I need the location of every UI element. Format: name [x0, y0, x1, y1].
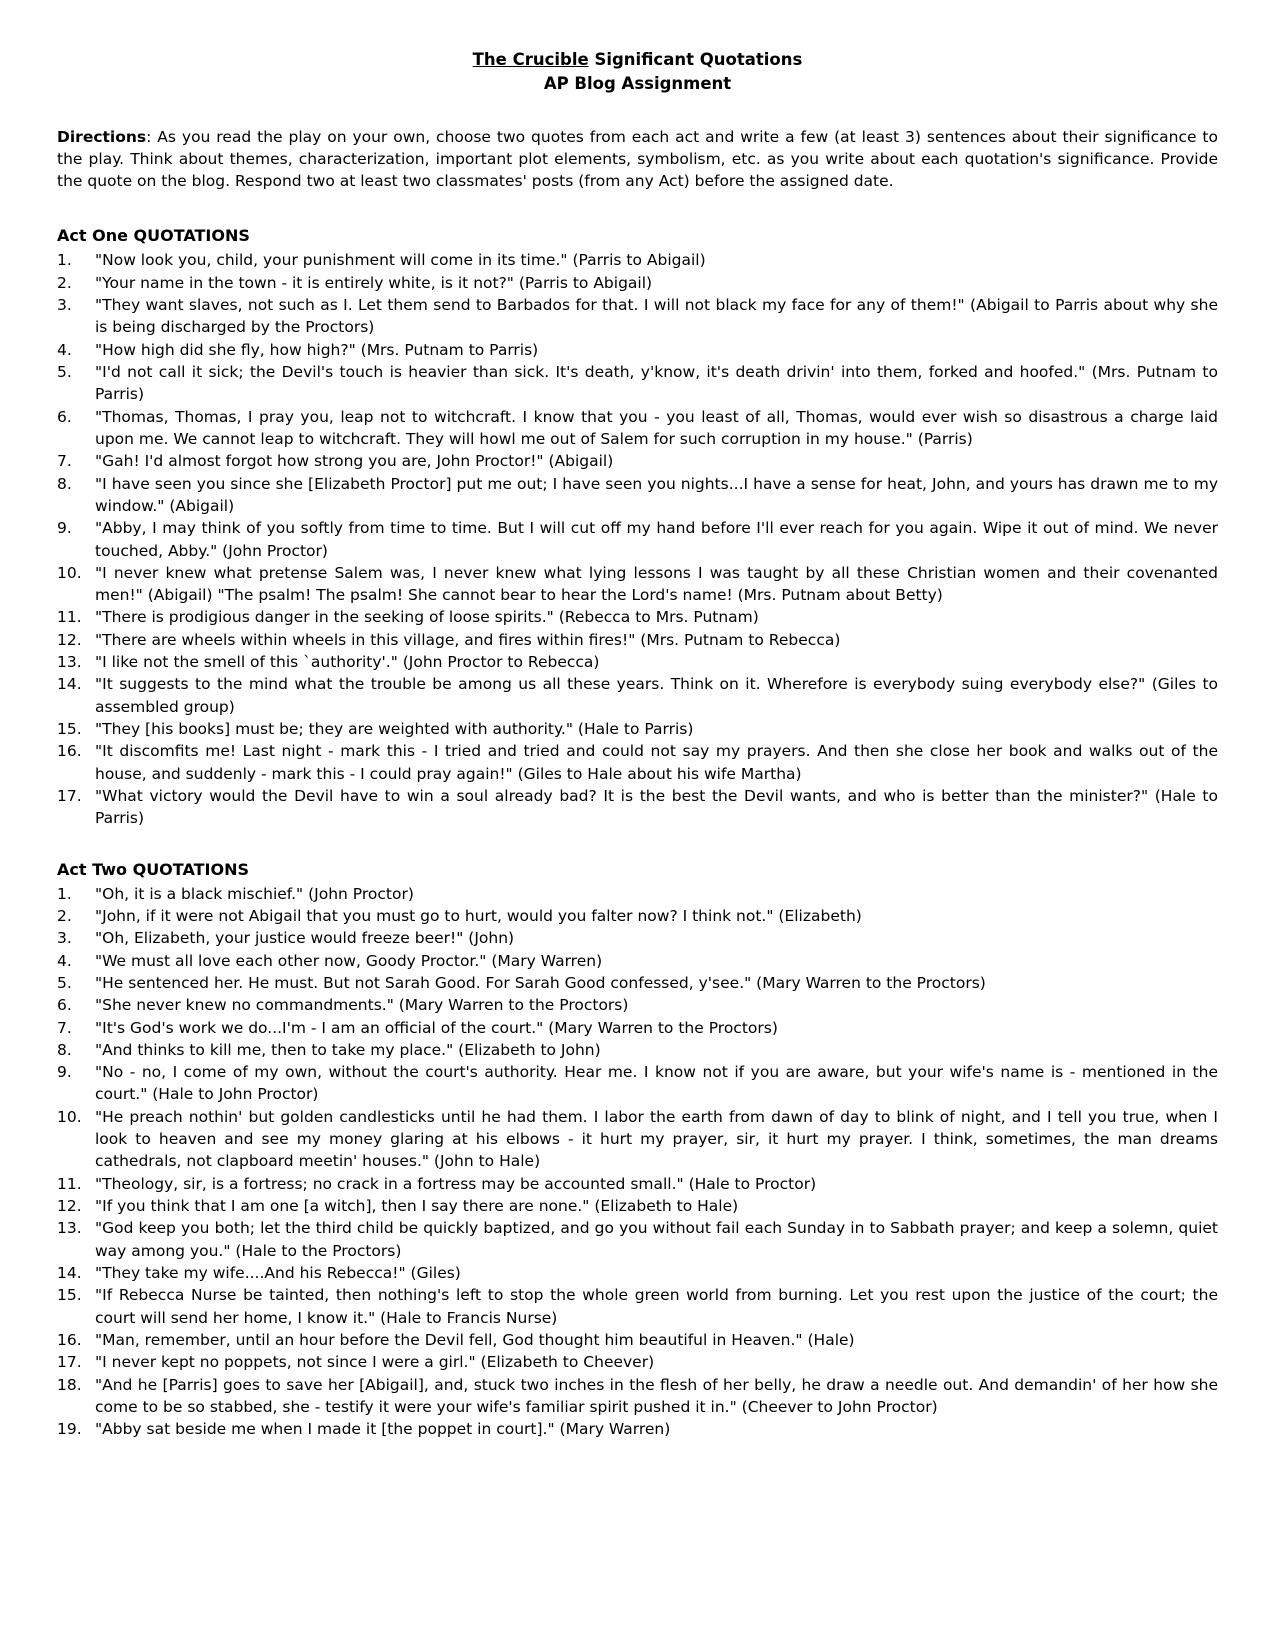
quotation-text: "She never knew no commandments." (Mary Warren to the Proctors) — [95, 996, 629, 1015]
quotation-list-item — [57, 606, 1218, 628]
quotation-number: 1. — [57, 251, 72, 270]
act-one-heading: Act One QUOTATIONS — [57, 226, 250, 246]
act-two-heading: Act Two QUOTATIONS — [57, 859, 249, 879]
quotation-list-item — [57, 1351, 1218, 1373]
quotation-list-item — [57, 1418, 1218, 1440]
directions-text: : As you read the play on your own, choose two quotes from each act and write a few (at least 3) sentences about their significance to the play. Think about themes, characterization, important plot elements, symbolism, etc. as you write about each quotation's significance. Provide the quote on the blog. Respond two at least two classmates' posts (from any Act) before the assigned date. — [57, 127, 1218, 191]
quotation-number: 2. — [57, 273, 72, 292]
quotation-number: 4. — [57, 951, 72, 970]
quotation-number: 15. — [57, 1286, 82, 1305]
quotation-number: 8. — [57, 1040, 72, 1059]
page-title — [57, 48, 1218, 72]
quotation-text: "And thinks to kill me, then to take my place." (Elizabeth to John) — [95, 1040, 601, 1059]
quotation-number: 16. — [57, 742, 82, 761]
quotation-text: "I like not the smell of this `authority'." (John Proctor to Rebecca) — [95, 653, 600, 672]
quotation-text: "They want slaves, not such as I. Let them send to Barbados for that. I will not black my face for any of them!" (Abigail to Parris about why she is being discharged by the Proctors) — [95, 296, 1218, 337]
quotation-number: 2. — [57, 906, 72, 925]
document-page — [57, 48, 1218, 1440]
page-title-rest: Significant Quotations — [588, 50, 803, 69]
quotation-list-item — [57, 927, 1218, 949]
quotation-text: "There are wheels within wheels in this village, and fires within fires!" (Mrs. Putnam to Rebecca) — [95, 630, 841, 649]
quotation-text: "I never kept no poppets, not since I were a girl." (Elizabeth to Cheever) — [95, 1353, 655, 1372]
quotation-number: 12. — [57, 1197, 82, 1215]
quotation-number: 9. — [57, 519, 72, 538]
quotation-text: "Gah! I'd almost forgot how strong you are, John Proctor!" (Abigail) — [95, 452, 614, 471]
quotation-text: "We must all love each other now, Goody Proctor." (Mary Warren) — [95, 951, 603, 970]
directions-label: Directions — [57, 127, 147, 146]
quotation-list-item — [57, 1262, 1218, 1284]
quotation-text: "Theology, sir, is a fortress; no crack in a fortress may be accounted small." (Hale to Proctor) — [95, 1174, 817, 1193]
quotation-number: 6. — [57, 407, 72, 426]
page-title-book-name: The Crucible — [472, 50, 589, 69]
quotation-number: 19. — [57, 1420, 82, 1439]
quotation-list-item — [57, 629, 1218, 651]
directions-paragraph — [57, 126, 1218, 193]
quotation-number: 13. — [57, 653, 82, 672]
quotation-number: 6. — [57, 996, 72, 1015]
quotation-list-item — [57, 517, 1218, 562]
quotation-number: 17. — [57, 786, 82, 805]
quotation-number: 11. — [57, 1174, 82, 1193]
quotation-list-item — [57, 339, 1218, 361]
quotation-text: "There is prodigious danger in the seeking of loose spirits." (Rebecca to Mrs. Putnam) — [95, 608, 759, 627]
quotation-text: "Abby, I may think of you softly from time to time. But I will cut off my hand before I'll ever reach for you again. Wipe it out of mind. We never touched, Abby." (John Proctor) — [95, 519, 1218, 560]
quotation-number: 11. — [57, 608, 82, 627]
quotation-number: 17. — [57, 1353, 82, 1372]
quotation-text: "Abby sat beside me when I made it [the poppet in court]." (Mary Warren) — [95, 1420, 671, 1439]
quotation-text: "Oh, Elizabeth, your justice would freeze beer!" (John) — [95, 929, 515, 948]
quotation-text: "If Rebecca Nurse be tainted, then nothing's left to stop the whole green world from burning. Let you rest upon the justice of the court; the court will send her home, I know it." (Hale to Francis Nurse) — [95, 1286, 1218, 1327]
quotation-list-item — [57, 673, 1218, 718]
quotation-list-item — [57, 950, 1218, 972]
quotation-number: 14. — [57, 675, 82, 694]
page-subtitle: AP Blog Assignment — [543, 73, 732, 93]
quotation-text: "They take my wife....And his Rebecca!" (Giles) — [95, 1263, 461, 1282]
quotation-number: 10. — [57, 1107, 82, 1126]
quotation-number: 10. — [57, 563, 82, 582]
quotation-number: 3. — [57, 296, 72, 315]
quotation-text: "Now look you, child, your punishment will come in its time." (Parris to Abigail) — [95, 251, 706, 270]
quotation-number: 14. — [57, 1263, 82, 1282]
quotation-list-item — [57, 1106, 1218, 1173]
quotation-text: "It discomfits me! Last night - mark this - I tried and tried and could not say my prayers. And then she close her book and walks out of the house, and suddenly - mark this - I could pray again!" (Giles to Hale about his wife Martha) — [95, 742, 1218, 783]
quotation-list-item — [57, 718, 1218, 740]
quotation-number: 3. — [57, 929, 72, 948]
quotation-text: "Your name in the town - it is entirely white, is it not?" (Parris to Abigail) — [95, 273, 653, 292]
quotation-list-item — [57, 294, 1218, 339]
quotation-list-item — [57, 1284, 1218, 1329]
quotation-list-item — [57, 905, 1218, 927]
quotation-list-item — [57, 1329, 1218, 1351]
quotation-number: 9. — [57, 1063, 72, 1082]
act-two-quotation-list — [57, 883, 1218, 1441]
quotation-list-item — [57, 272, 1218, 294]
quotation-number: 1. — [57, 884, 72, 903]
quotation-text: "God keep you both; let the third child be quickly baptized, and go you without fail each Sunday in to Sabbath prayer; and keep a solemn, quiet way among you." (Hale to the Proctors) — [95, 1219, 1218, 1260]
quotation-number: 5. — [57, 363, 72, 382]
quotation-number: 7. — [57, 1018, 72, 1037]
act-one-quotation-list — [57, 249, 1218, 829]
quotation-list-item — [57, 1173, 1218, 1195]
quotation-text: "If you think that I am one [a witch], then I say there are none." (Elizabeth to Hale) — [95, 1197, 739, 1215]
quotation-list-item — [57, 1039, 1218, 1061]
quotation-list-item — [57, 562, 1218, 607]
quotation-text: "Man, remember, until an hour before the Devil fell, God thought him beautiful in Heaven." (Hale) — [95, 1330, 855, 1349]
quotation-list-item — [57, 785, 1218, 830]
quotation-text: "What victory would the Devil have to win a soul already bad? It is the best the Devil wants, and who is better than the minister?" (Hale to Parris) — [95, 786, 1218, 828]
quotation-text: "How high did she fly, how high?" (Mrs. Putnam to Parris) — [95, 340, 539, 359]
quotation-list-item — [57, 1195, 1218, 1217]
quotation-number: 4. — [57, 340, 72, 359]
quotation-list-item — [57, 450, 1218, 472]
quotation-text: "I'd not call it sick; the Devil's touch is heavier than sick. It's death, y'know, it's death drivin' into them, forked and hoofed." (Mrs. Putnam to Parris) — [95, 363, 1218, 404]
quotation-text: "Thomas, Thomas, I pray you, leap not to witchcraft. I know that you - you least of all, Thomas, would ever wish so disastrous a charge laid upon me. We cannot leap to witchcraft. They will howl me out of Salem for such corruption in my house." (Parris) — [95, 407, 1218, 448]
quotation-text: "He sentenced her. He must. But not Sarah Good. For Sarah Good confessed, y'see." (Mary Warren to the Proctors) — [95, 973, 986, 992]
quotation-list-item — [57, 1374, 1218, 1419]
quotation-list-item — [57, 249, 1218, 271]
quotation-number: 16. — [57, 1330, 82, 1349]
quotation-number: 7. — [57, 452, 72, 471]
quotation-list-item — [57, 994, 1218, 1016]
quotation-text: "They [his books] must be; they are weighted with authority." (Hale to Parris) — [95, 720, 694, 739]
quotation-number: 18. — [57, 1375, 82, 1394]
quotation-text: "It suggests to the mind what the trouble be among us all these years. Think on it. Wherefore is everybody suing everybody else?" (Giles to assembled group) — [95, 675, 1218, 716]
quotation-text: "I never knew what pretense Salem was, I never knew what lying lessons I was taught by all these Christian women and their covenanted men!" (Abigail) "The psalm! The psalm! She cannot bear to hear the Lord's name! (Mrs. Putnam about Betty) — [95, 563, 1218, 605]
quotation-text: "John, if it were not Abigail that you must go to hurt, would you falter now? I think not." (Elizabeth) — [95, 906, 862, 925]
quotation-list-item — [57, 651, 1218, 673]
quotation-number: 8. — [57, 474, 72, 493]
quotation-list-item — [57, 1217, 1218, 1262]
quotation-list-item — [57, 740, 1218, 785]
quotation-list-item — [57, 361, 1218, 406]
quotation-text: "It's God's work we do...I'm - I am an official of the court." (Mary Warren to the Proctors) — [95, 1018, 778, 1037]
quotation-text: "He preach nothin' but golden candlesticks until he had them. I labor the earth from dawn of day to blink of night, and I tell you true, when I look to heaven and see my money glaring at his elbows - it hurt my prayer, sir, it hurt my prayer. I think, sometimes, the man dreams cathedrals, not clapboard meetin' houses." (John to Hale) — [95, 1107, 1218, 1171]
quotation-text: "I have seen you since she [Elizabeth Proctor] put me out; I have seen you nights...I have a sense for heat, John, and yours has drawn me to my window." (Abigail) — [95, 474, 1218, 515]
quotation-list-item — [57, 406, 1218, 451]
quotation-text: "Oh, it is a black mischief." (John Proctor) — [95, 884, 414, 903]
quotation-number: 15. — [57, 720, 82, 739]
quotation-text: "And he [Parris] goes to save her [Abigail], and, stuck two inches in the flesh of her belly, he draw a needle out. And demandin' of her how she come to be so stabbed, she - testify it were your wife's familiar spirit pushed it in." (Cheever to John Proctor) — [95, 1375, 1218, 1416]
quotation-list-item — [57, 473, 1218, 518]
quotation-list-item — [57, 883, 1218, 905]
quotation-number: 12. — [57, 630, 82, 649]
section-act-one — [57, 224, 1218, 829]
quotation-text: "No - no, I come of my own, without the court's authority. Hear me. I know not if you are aware, but your wife's name is - mentioned in the court." (Hale to John Proctor) — [95, 1063, 1218, 1104]
section-act-two — [57, 858, 1218, 1441]
quotation-list-item — [57, 972, 1218, 994]
quotation-number: 13. — [57, 1219, 82, 1238]
quotation-list-item — [57, 1017, 1218, 1039]
quotation-number: 5. — [57, 973, 72, 992]
quotation-list-item — [57, 1061, 1218, 1106]
